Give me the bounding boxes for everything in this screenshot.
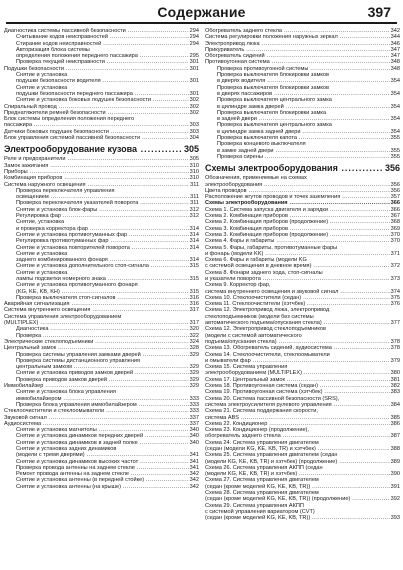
toc-entry-title: с системой освещения в дневное время) ..... [205, 263, 400, 269]
toc-entry-title: Снятие и установка антенны (на крыше) ..... [16, 484, 199, 490]
toc-entry-title: Схема 11. Стеклоочистители (хэтчбек) ..... [205, 301, 400, 307]
toc-page-number: 376 [390, 301, 400, 308]
toc-entry [4, 484, 199, 490]
toc-entry-title: Проверка выключателя центрального замка [217, 122, 332, 129]
toc-entry-title: Схема 3. Комбинация приборов (продолжение) ..... [205, 232, 400, 238]
toc-entry-title: Проверка выключателя капота ..... [217, 135, 400, 141]
toc-page-number: 302 [189, 103, 199, 110]
toc-page-number: 329 [189, 351, 199, 358]
toc-entry-title: электрооборудованием (MULTIPLEX) ..... [205, 370, 400, 376]
toc-page-number: 305 [183, 144, 199, 155]
toc-page-number: 354 [390, 128, 400, 135]
toc-page-number: 314 [189, 257, 199, 264]
toc-entry-title: Схема 20. Система пассивной безопасности (SRS), [205, 395, 340, 402]
toc-entry-title: Стирание кодов неисправностей ..... [16, 41, 199, 47]
toc-entry-title: Снятие и установка блок-фары ..... [16, 207, 199, 213]
toc-page-number: 341 [189, 458, 199, 465]
toc-entry-title: Система регулировки положения наружных зеркал ..... [205, 34, 400, 40]
toc-entry-title: Система управления электрооборудованием [4, 313, 122, 320]
toc-entry-title: Схема 13. Обогреватель сидений, аудиосистема ..... [205, 345, 400, 351]
toc-entry-title: Схема 9. Корректор фар, [205, 282, 271, 289]
toc-entry-title: Преднатяжители ремней безопасности ..... [4, 110, 199, 116]
toc-page-number: 356 [390, 187, 400, 194]
toc-entry-title: Блок управления системой пассивной безопасности ..... [4, 135, 199, 141]
toc-page-number: 311 [190, 181, 199, 188]
toc-page-number: 337 [189, 420, 199, 427]
toc-entry-title: Схема 22. Кондиционер ..... [205, 421, 400, 427]
toc-entry-title: (модели с тремя дверями) ..... [16, 452, 199, 458]
toc-entry-title: Регулировка противотуманных фар ..... [16, 238, 199, 244]
toc-page-number: 333 [189, 395, 199, 402]
toc-entry-title: и омыватели фар ..... [205, 358, 400, 364]
toc-entry-title: определения положения переднего пассажира ..... [16, 53, 199, 59]
toc-entry-title: (KG, KE, KB, KH) ..... [16, 289, 199, 295]
toc-page-number: 311 [190, 200, 199, 207]
toc-page-number: 310 [189, 175, 199, 182]
toc-entry-title: Звуковой сигнал ..... [4, 415, 199, 421]
toc-entry-title: Датчики боковых подушек безопасности ..... [4, 129, 199, 135]
toc-entry-title: Ремонт провода антенны на заднем стекле ..... [16, 471, 199, 477]
toc-page-number: 368 [390, 219, 400, 226]
toc-entry-title: Снятие и установка боковых подушек безопасности ..... [16, 97, 199, 103]
toc-entry-title: и указатели поворота ..... [205, 276, 400, 282]
toc-entry-title: Снятие и установка дополнительного стоп-сигнала ..... [16, 263, 199, 269]
toc-page-number: 375 [390, 294, 400, 301]
toc-entry-title: (модели с системой автоматического [205, 332, 302, 339]
toc-page-number: 383 [390, 389, 400, 396]
toc-page-number: 393 [390, 515, 400, 522]
toc-entry-title: Считывание кодов неисправностей ..... [16, 34, 199, 40]
toc-entry-title: автоматического подъема/опускания стекла) ..... [205, 320, 400, 326]
toc-entry-title: Цвета проводов ..... [205, 188, 400, 194]
toc-entry-title: Блок системы определения положения переднего [4, 116, 135, 123]
toc-page-number: 373 [390, 275, 400, 282]
toc-page-number: 301 [189, 65, 199, 72]
toc-entry-title: Электрооборудование кузова ..... [4, 144, 199, 154]
toc-page-number: 301 [189, 59, 199, 66]
toc-entry-title: Расположение жгутов проводов и точек заземления ..... [205, 194, 400, 200]
toc-entry [4, 135, 199, 141]
toc-page-number: 316 [189, 294, 199, 301]
toc-entry-title: Проверка выключателя блокировки замков [217, 72, 330, 79]
toc-page-number: 341 [189, 452, 199, 459]
toc-entry-title: Снятие и установка [16, 72, 68, 79]
toc-entry-title: Проверка выключателя центрального замка [217, 97, 332, 104]
toc-entry-title: Схема 6. Фары и габариты (модели KG [205, 257, 307, 264]
toc-entry-title: и фонарь (модели KK) ..... [205, 251, 400, 257]
toc-entry-title: в задней двери ..... [217, 116, 400, 122]
toc-page-number: 314 [189, 225, 199, 232]
toc-page-number: 312 [189, 206, 199, 213]
toc-entry-title: Обогреватель заднего стекла ..... [205, 28, 400, 34]
toc-entry-title: Схема 28. Система управления двигателем [205, 490, 319, 497]
toc-page-number: 347 [390, 53, 400, 60]
toc-page-number: 356 [390, 181, 400, 188]
toc-entry-title: с системой управления вариатором (CVT) [205, 508, 315, 515]
toc-entry-title: электрооборудования ..... [205, 182, 400, 188]
toc-entry-title: Проверка противоугонной системы ..... [217, 66, 400, 72]
toc-page-number: 387 [390, 433, 400, 440]
toc-entry-title: подушки безопасности переднего пассажира ..... [16, 91, 199, 97]
toc-entry-title: центральным замком ..... [16, 364, 199, 370]
toc-page-number: 329 [189, 376, 199, 383]
toc-entry-title: Проверка выключателя блокировки замков [217, 84, 330, 91]
toc-entry-title: заднего комбинированного фонаря ..... [16, 257, 199, 263]
toc-page-number: 341 [189, 464, 199, 471]
toc-entry-title: Система внутреннего освещения ..... [4, 307, 199, 313]
toc-entry-title: (седан (кроме моделей KG, KE, KB, TR)) (продолжение) ..... [205, 496, 400, 502]
toc-entry-title: Аварийная сигнализация ..... [4, 301, 199, 307]
toc-page-number: 344 [390, 34, 400, 41]
toc-entry-title: Регулировка фар ..... [16, 213, 199, 219]
toc-entry-title: Снятие и установка [16, 269, 68, 276]
toc-entry-title: Схема 25. Система управления двигателем (седан [205, 452, 338, 459]
toc-page-number: 384 [390, 401, 400, 408]
toc-entry-title: Снятие и установка динамиков высоких частот ..... [16, 459, 199, 465]
toc-entry-title: Снятие и установка [16, 84, 68, 91]
toc-entry-title: Проверка текущей неисправности ..... [16, 59, 199, 65]
toc-entry-title: Снятие и установка повторителей поворота ..... [16, 245, 199, 251]
toc-entry-title: (седан (кроме моделей KG, KE, KB, TR)) ..... [205, 484, 400, 490]
toc-page-number: 370 [390, 231, 400, 238]
toc-page-number: 333 [189, 401, 199, 408]
toc-page-number: 302 [189, 109, 199, 116]
toc-entry-title: Снятие и установка приводов замков дверей ..... [16, 370, 199, 376]
toc-page-number: 328 [189, 345, 199, 352]
toc-entry-title: Электрические стеклоподъемники ..... [4, 339, 199, 345]
toc-page-number: 314 [189, 238, 199, 245]
toc-page-number: 380 [390, 370, 400, 377]
toc-entry-title: система электроусилителя рулевого управления ..... [205, 402, 400, 408]
toc-entry-title: Обогреватель сидений ..... [205, 53, 400, 59]
toc-entry-title: Схема 2. Комбинация приборов ..... [205, 213, 400, 219]
toc-page-number: 301 [189, 90, 199, 97]
toc-entry-title: Система наружного освещения ..... [4, 182, 199, 188]
toc-entry-title: (седан (модели KG, KE, KB, TR) и хэтчбек) ..... [205, 446, 400, 452]
toc-page-number: 295 [189, 53, 199, 60]
toc-entry-title: Проверка ..... [16, 333, 199, 339]
toc-entry-title: Схемы электрооборудования ..... [205, 163, 400, 173]
toc-page-number: 333 [189, 408, 199, 415]
toc-entry-title: Прикуриватель ..... [205, 47, 400, 53]
toc-entry-title: Стеклоочистители и стеклоомыватели ..... [4, 408, 199, 414]
toc-page-number: 392 [390, 496, 400, 503]
toc-entry-title: лампы подсветки номерного знака ..... [16, 276, 199, 282]
toc-entry-title: (модели KG, KE, KB, TR) и хэтчбек) (продолжение) ..... [205, 459, 400, 465]
toc-section-heading [4, 144, 199, 155]
toc-entry-title: Снятие и установка магнитолы ..... [16, 427, 199, 433]
toc-page-number: 340 [189, 439, 199, 446]
toc-page-number: 347 [390, 46, 400, 53]
toc-entry-title: в цилиндре замка задней двери ..... [217, 129, 400, 135]
toc-entry-title: Иммобилайзер ..... [4, 383, 199, 389]
toc-page-number: 329 [189, 370, 199, 377]
toc-entry-title: Схема 26. Система управления АКПП (седан [205, 464, 323, 471]
toc-page-number: 386 [390, 420, 400, 427]
toc-entry-title: Схема 17. Центральный замок ..... [205, 377, 400, 383]
toc-entry-title: Схема 18. Противоугонная система (седан) ..... [205, 383, 400, 389]
toc-page-number: 372 [390, 263, 400, 270]
toc-page-number: 314 [189, 244, 199, 251]
toc-page-number: 374 [390, 288, 400, 295]
toc-page-number: 337 [189, 414, 199, 421]
header-divider [6, 22, 397, 24]
toc-page-number: 322 [189, 332, 199, 339]
toc-entry-title: Схема 19. Противоугонная система (хэтчбек) ..... [205, 389, 400, 395]
toc-entry-title: Реле и предохранители ..... [4, 156, 199, 162]
toc-entry-title: Замок зажигания ..... [4, 163, 199, 169]
toc-page-number: 377 [390, 320, 400, 327]
toc-entry-title: обогреватель заднего стекла ..... [205, 433, 400, 439]
toc-page-number: 381 [390, 376, 400, 383]
toc-page-number: 369 [390, 225, 400, 232]
toc-entry-title: Комбинация приборов ..... [4, 175, 199, 181]
toc-entry-title: система внутреннего освещения и звуковой сигнал ..... [205, 289, 400, 295]
toc-entry-title: Центральный замок ..... [4, 345, 199, 351]
toc-page-number: 342 [390, 28, 400, 34]
toc-entry-title: Проверка системы управления замками дверей ..... [16, 352, 199, 358]
toc-entry-title: Снятие и установка динамиков передних дверей ..... [16, 433, 199, 439]
toc-entry-title: Снятие и установка динамиков в задней полке ..... [16, 440, 199, 446]
toc-entry-title: Снятие, установка [16, 219, 65, 226]
toc-page-number: 391 [390, 483, 400, 490]
toc-entry-title: Схема 23. Кондиционер (продолжение), [205, 427, 309, 434]
toc-entry-title: Диагностика ..... [16, 326, 199, 332]
toc-page-number: 348 [390, 59, 400, 66]
toc-page-number: 320 [189, 326, 199, 333]
toc-page-number: 294 [189, 40, 199, 47]
toc-entry-title: пассажира ..... [4, 122, 199, 128]
toc-page-number: 317 [189, 307, 199, 314]
toc-page-number: 340 [189, 433, 199, 440]
toc-entry-title: Схема 2. Комбинация приборов (продолжение) ..... [205, 219, 400, 225]
toc-entry-title: Снятие и установка блока управления [16, 389, 116, 396]
toc-entry-title: Схемы электрооборудования ..... [205, 200, 400, 206]
toc-entry-title: Проверка провода антенны на заднем стекле ..... [16, 465, 199, 471]
toc-page-number: 379 [390, 357, 400, 364]
toc-entry-title: Схема 4. Фары и габариты ..... [205, 238, 400, 244]
toc-entry-title: Проверка выключателя блокировки замка [217, 109, 327, 116]
toc-entry-title: Авторизация блока системы [16, 46, 90, 53]
toc-entry-title: Приборы ..... [4, 169, 199, 175]
toc-entry-title: Схема 24. Система управления двигателем [205, 439, 319, 446]
toc-page-number: 357 [390, 194, 400, 201]
toc-left-column [4, 28, 199, 566]
toc-page-number: 340 [189, 427, 199, 434]
toc-entry-title: Проверка сирены ..... [217, 154, 400, 160]
toc-entry-title: Снятие и установка задних динамиков [16, 446, 117, 452]
toc-entry-title: Снятие и установка противотуманного фонаря [16, 282, 138, 289]
toc-page-number: 378 [390, 338, 400, 345]
toc-page-number: 312 [189, 213, 199, 220]
toc-entry-title: Схема 14. Стеклоочистители, стеклоомыватели [205, 351, 330, 358]
toc-page-number: 385 [390, 414, 400, 421]
toc-page-number: 329 [189, 383, 199, 390]
toc-page-number: 315 [189, 288, 199, 295]
toc-entry-title: освещением ..... [16, 194, 199, 200]
toc-entry-title: Схема 12. Электропривод стеклоподъемников [205, 326, 326, 333]
toc-entry [205, 515, 400, 521]
toc-page-number: 329 [189, 364, 199, 371]
toc-page-number: 366 [390, 206, 400, 213]
toc-entry-title: и проверка корректора фар ..... [16, 226, 199, 232]
toc-entry-title: Снятие и установка антенны (в передней стойке) ..... [16, 477, 199, 483]
toc-entry-title: подушки безопасности водителя ..... [16, 78, 199, 84]
toc-page-number: 294 [189, 34, 199, 41]
toc-page-number: 371 [390, 250, 400, 257]
toc-page-number: 303 [189, 122, 199, 129]
page-number: 397 [367, 4, 391, 20]
toc-entry-title: система ABS ..... [205, 415, 400, 421]
toc-page-number: 311 [190, 194, 199, 201]
toc-page-number: 354 [390, 103, 400, 110]
toc-page-number: 310 [189, 168, 199, 175]
toc-entry-title: Схема 3. Комбинация приборов ..... [205, 226, 400, 232]
toc-entry-title: Аудиосистема ..... [4, 421, 199, 427]
toc-entry-title: Снятие и установка противотуманных фар ..... [16, 232, 199, 238]
toc-entry-title: Схема 10. Стеклоочистители (седан) ..... [205, 295, 400, 301]
toc-entry-title: Электропривод люка ..... [205, 41, 400, 47]
toc-page-number: 355 [390, 147, 400, 154]
toc-entry-title: Проверка концевого выключателя [217, 141, 306, 148]
toc-page-number: 382 [390, 383, 400, 390]
toc-page-number: 342 [189, 471, 199, 478]
toc-page-number: 324 [189, 338, 199, 345]
toc-entry-title: Спиральный провод ..... [4, 104, 199, 110]
toc-page-number: 303 [189, 128, 199, 135]
toc-entry-title: подъема/опускания стекла) ..... [205, 339, 400, 345]
toc-page-number: 301 [189, 78, 199, 85]
toc-page-number: 294 [189, 28, 199, 34]
toc-page-number: 315 [189, 275, 199, 282]
toc-page-number: 354 [390, 78, 400, 85]
toc-entry-title: Подушки безопасности ..... [4, 66, 199, 72]
page-title: Содержание [157, 4, 246, 20]
toc-page-number: 389 [390, 458, 400, 465]
toc-page-number: 310 [189, 162, 199, 169]
toc-entry-title: (MULTIPLEX) ..... [4, 320, 199, 326]
toc-entry-title: стеклоподъемников (модели без системы [205, 313, 314, 320]
toc-entry-title: Диагностика системы пассивной безопасности ..... [4, 28, 199, 34]
toc-page-number: 302 [189, 97, 199, 104]
toc-entry-title: (седан (кроме моделей KG, KE, KB, TR)) ..... [205, 515, 400, 521]
toc-entry-title: Проверка системы дистанционного управления [16, 357, 141, 364]
toc-entry-title: Схема 12. Электропривод люка, электропривод [205, 307, 330, 314]
toc-page-number: 354 [390, 116, 400, 123]
toc-page-number: 367 [390, 213, 400, 220]
toc-entry-title: (модели KG, KE, KB, TR) и хэтчбек) ..... [205, 471, 400, 477]
toc-page-number: 378 [390, 345, 400, 352]
toc-entry [205, 154, 400, 160]
toc-page-number: 388 [390, 446, 400, 452]
toc-page-number: 348 [390, 65, 400, 72]
toc-page-number: 317 [189, 320, 199, 327]
toc-page-number: 356 [384, 163, 400, 174]
toc-entry-title: Проверка блока управления иммобилайзером ..... [16, 402, 199, 408]
toc-page-number: 354 [390, 90, 400, 97]
toc-entry-title: Схема 29. Система управления АКПП [205, 502, 304, 509]
toc-entry-title: Схема 5. Фары, габариты, противотуманные фары [205, 244, 338, 251]
toc-page-number: 390 [390, 471, 400, 478]
toc-page-number: 315 [189, 263, 199, 270]
toc-entry-title: Проверка приводов замков дверей ..... [16, 377, 199, 383]
toc-entry-title: Снятие и установка [16, 250, 68, 257]
toc-page-number: 314 [189, 231, 199, 238]
toc-page-number: 355 [390, 135, 400, 142]
toc-entry-title: Схема 8. Фонари заднего хода, стоп-сигналы [205, 269, 323, 276]
toc-entry-title: в дверях пассажиров ..... [217, 91, 400, 97]
toc-entry-title: в замке задней двери ..... [217, 148, 400, 154]
toc-entry-title: Схема 21. Система поддержания скорости, [205, 408, 318, 415]
toc-page-number: 366 [390, 200, 400, 207]
toc-entry-title: Проверка переключателя указателей поворота ..... [16, 200, 199, 206]
toc-entry-title: иммобилайзером ..... [16, 396, 199, 402]
toc-page-number: 342 [189, 483, 199, 490]
toc-section-heading [205, 163, 400, 174]
toc-entry-title: Проверка переключателя управления [16, 187, 115, 194]
toc-entry-title: Обозначения, применяемые на схемах [205, 175, 307, 182]
toc-right-column [205, 28, 400, 566]
toc-entry-title: в дверях водителя ..... [217, 78, 400, 84]
toc-entry-title: Противоугонная система ..... [205, 59, 400, 65]
toc-page-number: 305 [189, 156, 199, 163]
toc-entry-title: Схема 15. Система управления [205, 364, 288, 371]
toc-entry-title: Схема 27. Система управления двигателем [205, 477, 319, 484]
toc-page-number: 355 [390, 153, 400, 160]
toc-page-number: 316 [189, 301, 199, 308]
toc-entry-title: в цилиндре замка дверей ..... [217, 104, 400, 110]
toc-page-number: 370 [390, 238, 400, 245]
toc-page-number: 342 [189, 477, 199, 484]
toc-page-number: 346 [390, 40, 400, 47]
toc-entry-title: Проверка выключателя стоп-сигналов ..... [16, 295, 199, 301]
toc-page-number: 304 [189, 135, 199, 142]
toc-entry-title: Схема 1. Система запуска двигателя и зарядки ..... [205, 207, 400, 213]
